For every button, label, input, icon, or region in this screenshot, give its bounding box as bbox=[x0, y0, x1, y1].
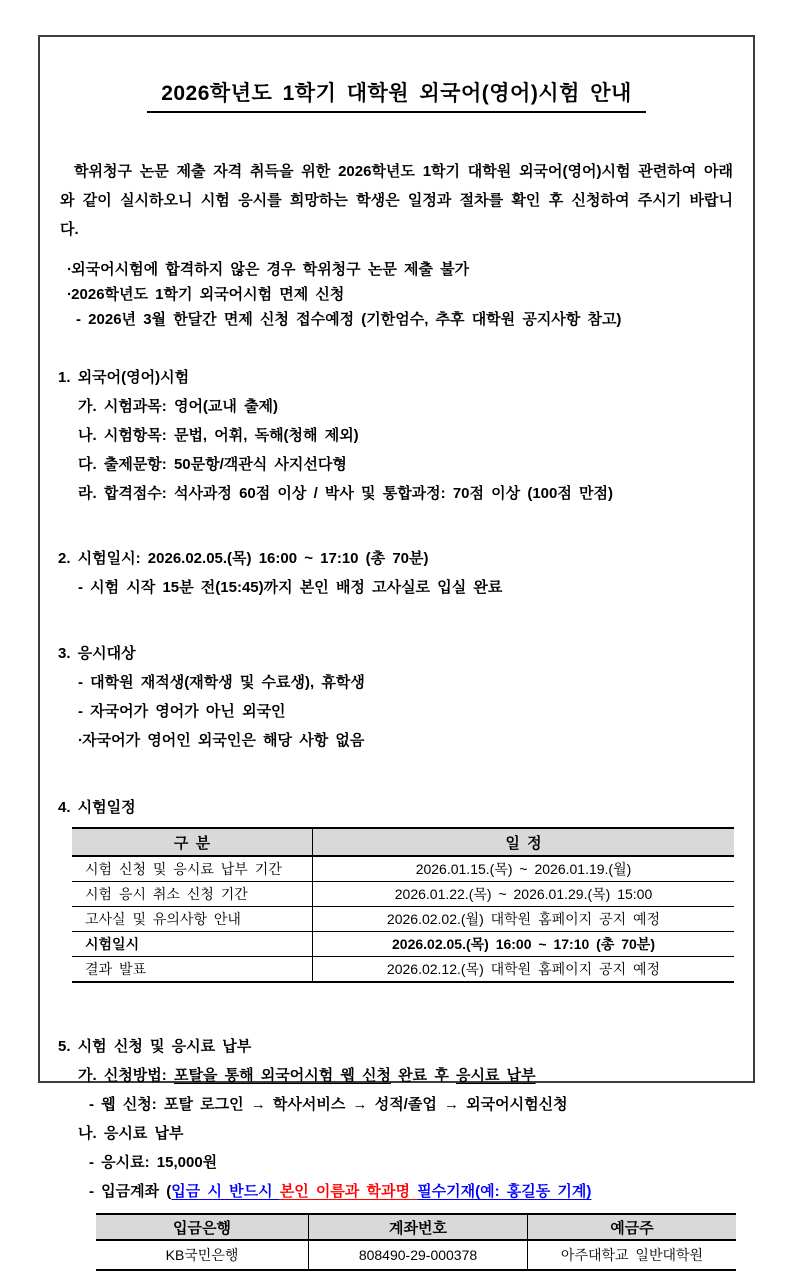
table-row bbox=[96, 1240, 736, 1270]
application-method-underlined-1: 포탈을 통해 외국어시험 웹 신청 bbox=[173, 1067, 391, 1084]
table-row bbox=[72, 957, 734, 983]
document-frame bbox=[38, 35, 755, 1263]
notice-line-1: ∙외국어시험에 합격하지 않은 경우 학위청구 논문 제출 불가 bbox=[67, 261, 470, 278]
table-row bbox=[72, 907, 734, 932]
schedule-cell-value: 2026.01.22.(목) ~ 2026.01.29.(목) 15:00 bbox=[313, 882, 735, 907]
schedule-cell-value: 2026.02.05.(목) 16:00 ~ 17:10 (총 70분) bbox=[313, 932, 735, 957]
section-schedule bbox=[58, 796, 735, 983]
bank-cell-holder: 아주대학교 일반대학원 bbox=[560, 1247, 704, 1263]
section-2-title: 2. 시험일시: 2026.02.05.(목) 16:00 ~ 17:10 (총 70분) bbox=[58, 550, 429, 567]
schedule-cell-label: 시험 신청 및 응시료 납부 기간 bbox=[72, 856, 313, 882]
notice-list bbox=[58, 257, 735, 332]
bank-header-row bbox=[96, 1214, 736, 1240]
section-exam-overview bbox=[58, 366, 735, 503]
section-3-item: - 자국어가 영어가 아닌 외국인 bbox=[78, 703, 286, 720]
notice-line-3: - 2026년 3월 한달간 면제 신청 접수예정 (기한엄수, 추후 대학원 공지사항 참고) bbox=[76, 311, 622, 328]
schedule-cell-value: 2026.02.12.(목) 대학원 홈페이지 공지 예정 bbox=[313, 957, 735, 983]
section-4-title: 4. 시험일정 bbox=[58, 799, 136, 816]
fee-amount-line: - 응시료: 15,000원 bbox=[89, 1154, 218, 1171]
application-method-mid: 완료 후 bbox=[391, 1067, 456, 1084]
application-method-prefix: 가. 신청방법: bbox=[78, 1067, 174, 1084]
deposit-note-red: 본인 이름과 학과명 bbox=[279, 1183, 418, 1200]
schedule-cell-value: 2026.02.02.(월) 대학원 홈페이지 공지 예정 bbox=[313, 907, 735, 932]
section-1-title: 1. 외국어(영어)시험 bbox=[58, 369, 190, 386]
bank-account-table bbox=[96, 1213, 736, 1271]
document-content bbox=[40, 77, 753, 1271]
schedule-cell-value: 2026.01.15.(목) ~ 2026.01.19.(월) bbox=[415, 861, 632, 877]
bank-header-holder: 예금주 bbox=[528, 1214, 737, 1240]
schedule-table bbox=[72, 827, 734, 983]
section-application-payment bbox=[58, 1035, 735, 1271]
schedule-header-date: 일 정 bbox=[313, 828, 735, 856]
deposit-account-prefix: - 입금계좌 ( bbox=[89, 1183, 172, 1200]
application-method-line bbox=[58, 1067, 735, 1085]
section-5-title: 5. 시험 신청 및 응시료 납부 bbox=[58, 1038, 252, 1055]
section-1-item: 가. 시험과목: 영어(교내 출제) bbox=[78, 398, 279, 415]
schedule-header-category: 구 분 bbox=[72, 828, 313, 856]
section-exam-datetime bbox=[58, 547, 735, 597]
deposit-note-blue-1: 입금 시 반드시 bbox=[171, 1183, 280, 1200]
section-1-item: 라. 합격점수: 석사과정 60점 이상 / 박사 및 통합과정: 70점 이상 (100점 만점) bbox=[78, 485, 613, 502]
page-title: 2026학년도 1학기 대학원 외국어(영어)시험 안내 bbox=[147, 77, 646, 113]
web-application-path-line: - 웹 신청: 포탈 로그인 → 학사서비스 → 성적/졸업 → 외국어시험신청 bbox=[89, 1096, 568, 1113]
section-eligibility bbox=[58, 642, 735, 750]
table-row-exam-date bbox=[72, 932, 734, 957]
bank-header-account-number: 계좌번호 bbox=[309, 1214, 528, 1240]
notice-line-2: ∙2026학년도 1학기 외국어시험 면제 신청 bbox=[67, 286, 345, 303]
schedule-cell-label: 시험 응시 취소 신청 기간 bbox=[72, 882, 313, 907]
intro-paragraph: 학위청구 논문 제출 자격 취득을 위한 2026학년도 1학기 대학원 외국어(영어)시험 관련하여 아래와 같이 실시하오니 시험 응시를 희망하는 학생은 일정과 절차를 확인 후 신청하여 주시기 바랍니다. bbox=[60, 163, 733, 238]
table-row bbox=[72, 882, 734, 907]
section-3-item: - 대학원 재적생(재학생 및 수료생), 휴학생 bbox=[78, 674, 365, 691]
schedule-cell-label: 결과 발표 bbox=[72, 957, 313, 983]
deposit-account-line bbox=[58, 1183, 735, 1201]
bank-cell-bank: KB국민은행 bbox=[96, 1240, 309, 1270]
section-1-item: 다. 출제문항: 50문항/객관식 사지선다형 bbox=[78, 456, 347, 473]
schedule-cell-label: 고사실 및 유의사항 안내 bbox=[72, 907, 313, 932]
table-row bbox=[72, 856, 734, 882]
application-method-underlined-2: 응시료 납부 bbox=[455, 1067, 536, 1084]
title-row bbox=[58, 77, 735, 113]
fee-payment-line: 나. 응시료 납부 bbox=[78, 1125, 184, 1142]
section-3-title: 3. 응시대상 bbox=[58, 645, 136, 662]
section-3-note: ∙자국어가 영어인 외국인은 해당 사항 없음 bbox=[78, 732, 365, 749]
schedule-header-row bbox=[72, 828, 734, 856]
bank-header-bank: 입금은행 bbox=[96, 1214, 309, 1240]
section-2-sub: - 시험 시작 15분 전(15:45)까지 본인 배정 고사실로 입실 완료 bbox=[78, 579, 503, 596]
bank-cell-account-number: 808490-29-000378 bbox=[309, 1240, 528, 1270]
deposit-note-blue-2: 필수기재(예: 홍길동 기계) bbox=[417, 1183, 592, 1200]
section-1-item: 나. 시험항목: 문법, 어휘, 독해(청해 제외) bbox=[78, 427, 359, 444]
schedule-cell-label: 시험일시 bbox=[72, 932, 313, 957]
